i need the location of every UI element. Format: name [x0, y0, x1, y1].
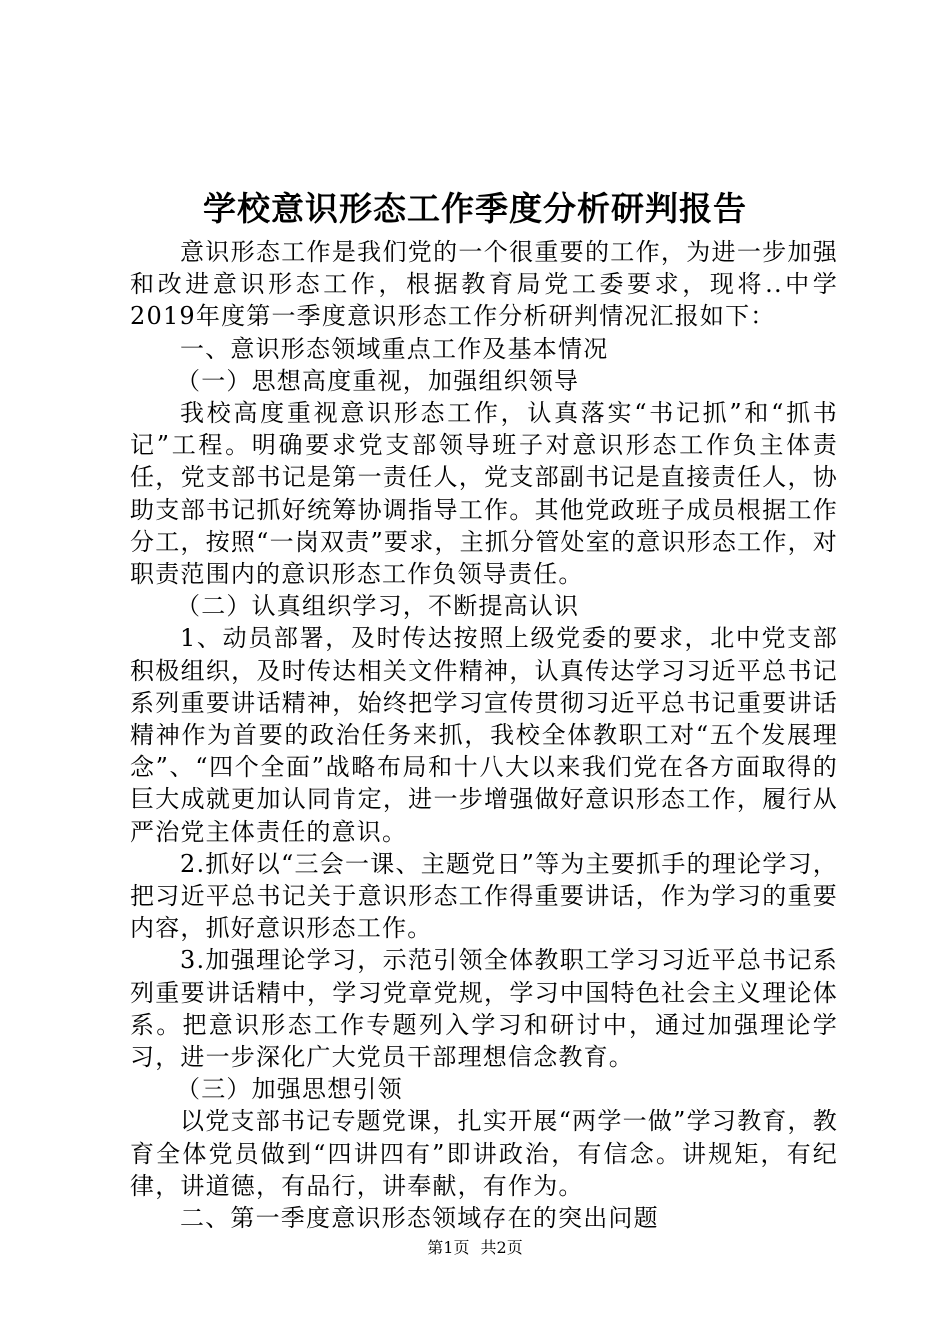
subsection-heading-1: （一）思想高度重视，加强组织领导 — [176, 366, 580, 395]
document-body — [130, 236, 838, 1234]
body-paragraph: 3.加强理论学习，示范引领全体教职工学习习近平总书记系列重要讲话精中，学习党章党规，学习中国特色社会主义理论体系。把意识形态工作专题列入学习和研讨中，通过加强理论学习，进一步深化广大党员干部理想信念教育。 — [130, 946, 838, 1072]
subsection-heading-3: （三）加强思想引领 — [176, 1075, 403, 1104]
body-paragraph: 以党支部书记专题党课，扎实开展“两学一做”学习教育，教育全体党员做到“四讲四有”即讲政治，有信念。讲规矩，有纪律，讲道德，有品行，讲奉献，有作为。 — [130, 1107, 838, 1200]
intro-paragraph: 意识形态工作是我们党的一个很重要的工作，为进一步加强和改进意识形态工作，根据教育局党工委要求，现将..中学2019年度第一季度意识形态工作分析研判情况汇报如下： — [130, 238, 838, 331]
page-footer — [0, 1236, 950, 1260]
body-paragraph: 1、动员部署，及时传达按照上级党委的要求，北中党支部积极组织，及时传达相关文件精神，认真传达学习习近平总书记系列重要讲话精神，始终把学习宣传贯彻习近平总书记重要讲话精神作为首要的政治任务来抓，我校全体教职工对“五个发展理念”、“四个全面”战略布局和十八大以来我们党在各方面取得的巨大成就更加认同肯定，进一步增强做好意识形态工作，履行从严治党主体责任的意识。 — [130, 624, 838, 846]
page-total: 共2页 — [480, 1238, 523, 1257]
page-number: 第1页 — [427, 1238, 470, 1257]
subsection-heading-2: （二）认真组织学习，不断提高认识 — [176, 592, 580, 621]
body-paragraph: 我校高度重视意识形态工作，认真落实“书记抓”和“抓书记”工程。明确要求党支部领导班子对意识形态工作负主体责任，党支部书记是第一责任人，党支部副书记是直接责任人，协助支部书记抓好统筹协调指导工作。其他党政班子成员根据工作分工，按照“一岗双责”要求，主抓分管处室的意识形态工作，对职责范围内的意识形态工作负领导责任。 — [130, 399, 838, 589]
section-heading-2: 二、第一季度意识形态领域存在的突出问题 — [180, 1204, 659, 1233]
section-heading-1: 一、意识形态领域重点工作及基本情况 — [180, 334, 609, 363]
document-title: 学校意识形态工作季度分析研判报告 — [203, 189, 747, 228]
body-paragraph: 2.抓好以“三会一课、主题党日”等为主要抓手的理论学习，把习近平总书记关于意识形态工作得重要讲话，作为学习的重要内容，抓好意识形态工作。 — [130, 849, 838, 943]
